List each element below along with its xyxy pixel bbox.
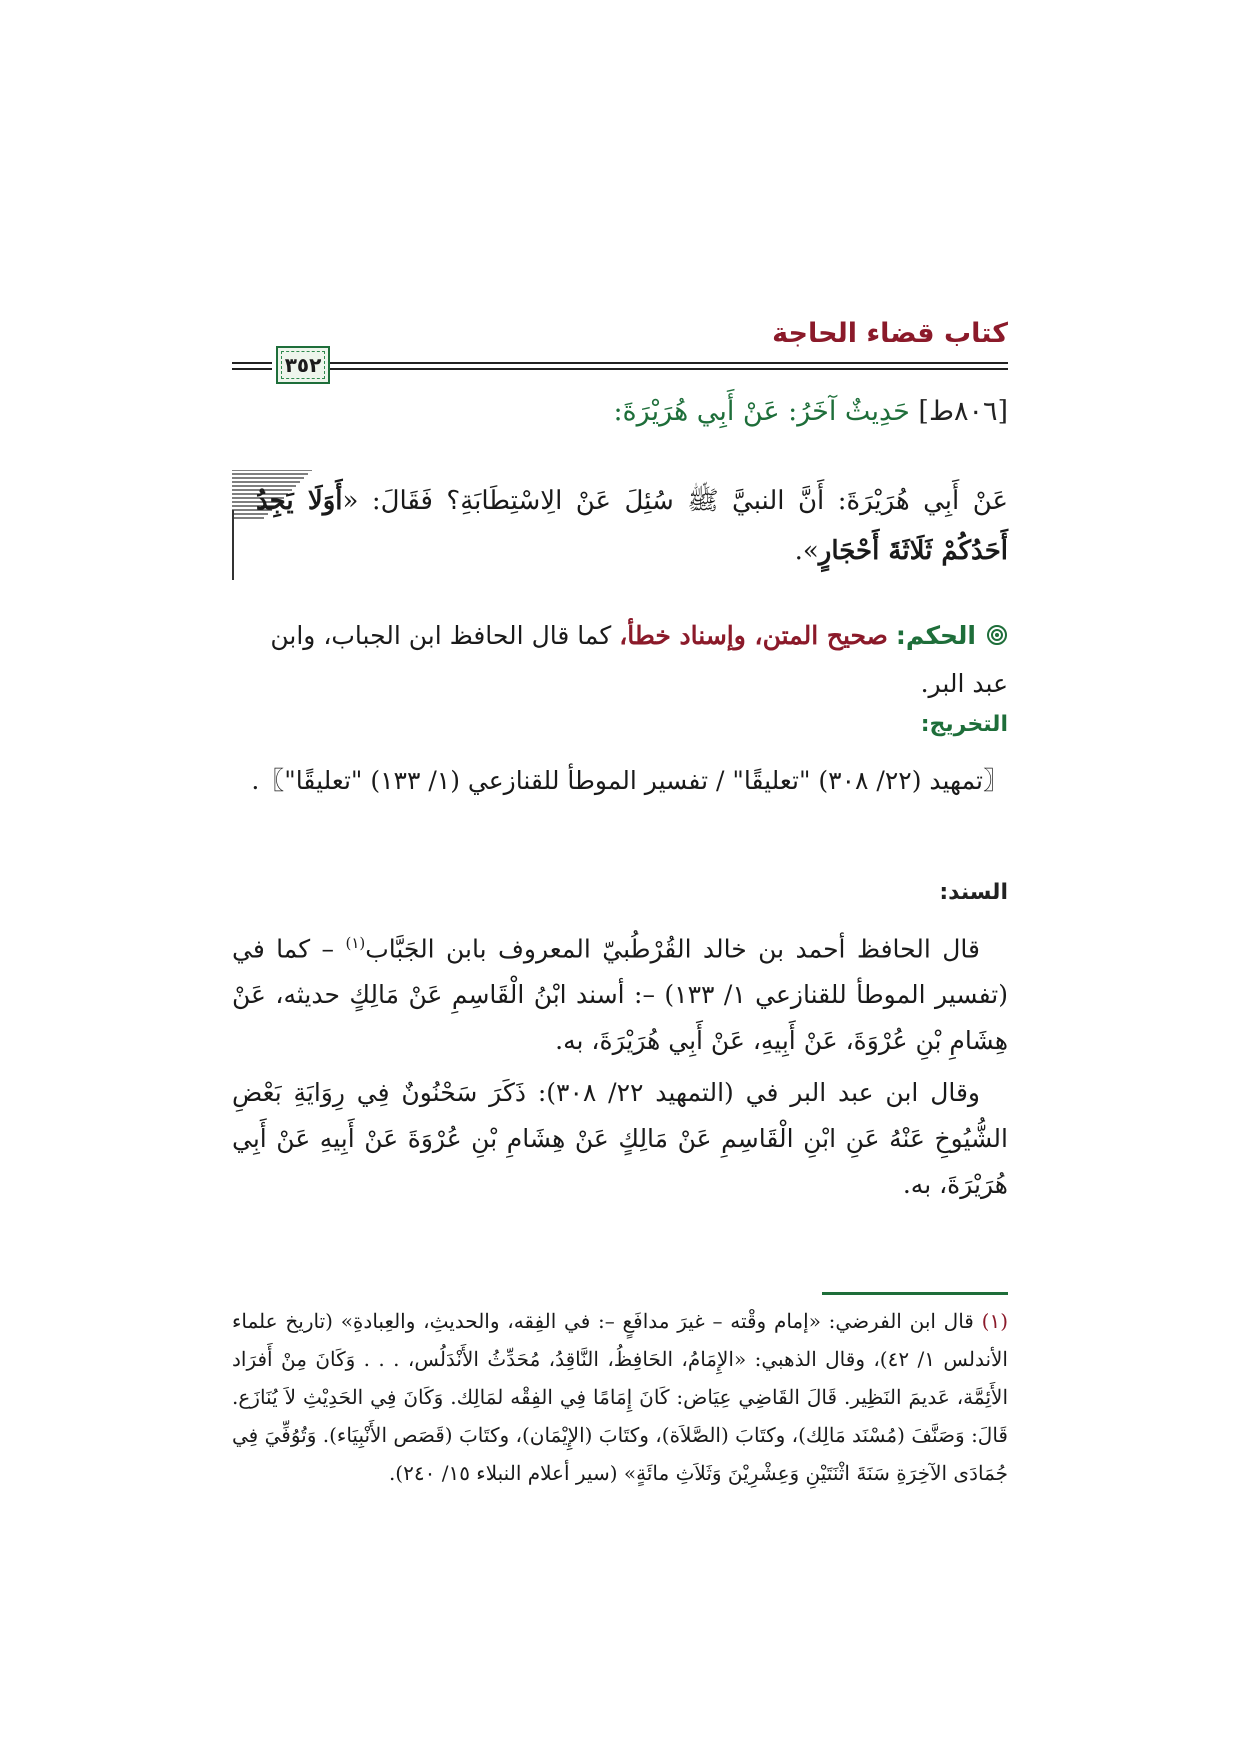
hadith-text [256,476,1008,576]
footnote-text: قال ابن الفرضي: «إمام وقْته – غيرَ مدافَعٍ –: في الفِقه، والحديثِ، والعِبادةِ» (تاريخ علماء الأندلس ١/ ٤٢)، وقال الذهبي: «الإِمَامُ، الحَافِظُ، النَّاقِدُ، مُحَدِّثُ الأَنْدَلُس، . . . وَكَانَ مِنْ أَفرَاد الأَئِمَّة، عَديمَ النَظِير. قَالَ القَاضِي عِيَاض: كَانَ إِمَامًا فِي الفِقْه لمَالِك. وَكَانَ فِي الحَدِيْثِ لاَ يُنَازَع. قَالَ: وَصَنَّفَ (مُسْنَد مَالِك)، وكتَابَ (الصَّلاَة)، وكتَابَ (الإِيْمَان)، وكتَابَ (قَصَص الأَنْبِيَاء). وَتُوُفِّيَ فِي جُمَادَى الآخِرَةِ سَنَةَ اثْنَتَيْنِ وَعِشْرِيْنَ وَثَلاَثِ مائَةٍ» (سير أعلام النبلاء ١٥/ ٢٤٠). [232,1309,1008,1485]
sanad-text [232,920,1008,1208]
hadith-box-border [232,510,234,580]
ruling-rest: كما قال الحافظ ابن الجباب، وابن عبد البر. [270,621,1008,698]
takhrij-paragraph: 〖تمهيد (٢٢/ ٣٠٨) "تعليقًا" / تفسير الموطأ للقنازعي (١/ ١٣٣) "تعليقًا"〗. [251,766,1008,795]
hadith-heading-text: حَدِيثٌ آخَرُ: عَنْ أَبِي هُرَيْرَةَ: [613,396,910,427]
sanad-paragraph-1-part-a: قال الحافظ أحمد بن خالد القُرْطُبيّ المعروف بابن الجَبَّاب [365,934,980,964]
header-rule [232,368,272,370]
footnote-number: (١) [981,1309,1008,1333]
takhrij-label: التخريج: [920,712,1008,737]
page-header [232,318,1008,388]
rosette-icon [986,624,1008,646]
hadith-text-plain: عَنْ أَبِي هُرَيْرَةَ: أَنَّ النبيَّ ﷺ سُئِلَ عَنْ الِاسْتِطَابَةِ؟ فَقَالَ: « [342,486,1008,516]
ruling-verdict: صحيح المتن، وإسناد خطأ، [619,621,888,650]
header-rule [232,362,272,364]
sanad-label: السند: [939,880,1008,905]
page-number: ٣٥٢ [284,353,322,377]
footnote-ref: (١) [345,934,366,952]
hadith-number: [٨٠٦ط] [918,396,1008,427]
book-title: كتاب قضاء الحاجة [772,318,1008,349]
page-number-badge [276,346,330,384]
hadith-text-end: ». [794,536,819,566]
hadith-heading [232,396,1008,427]
ruling [232,612,1008,708]
takhrij-text [232,758,1008,804]
ruling-label: الحكم: [895,621,976,650]
sanad-paragraph-1 [232,920,1008,1064]
hadith-text-prophetic-saying: أَوَلَا يَجِدُ أَحَدُكُمْ ثَلَاثَةَ أَحْجَارٍ [256,486,1008,566]
header-rule [328,362,1008,364]
sanad-paragraph-1-part-b: – كما في (تفسير الموطأ للقنازعي ١/ ١٣٣) –: أسند ابْنُ الْقَاسِمِ عَنْ مَالِكٍ حديثه، عَنْ هِشَامِ بْنِ عُرْوَةَ، عَنْ أَبِيهِ، عَنْ أَبِي هُرَيْرَةَ، به. [232,934,1009,1056]
footnote-rule [822,1292,1008,1295]
sanad-paragraph-2: وقال ابن عبد البر في (التمهيد ٢٢/ ٣٠٨): ذَكَرَ سَحْنُونٌ فِي رِوَايَةِ بَعْضِ الشُّيُوخِ عَنْهُ عَنِ ابْنِ الْقَاسِمِ عَنْ مَالِكٍ عَنْ هِشَامِ بْنِ عُرْوَةَ عَنْ أَبِيهِ عَنْ أَبِي هُرَيْرَةَ، به. [232,1078,1008,1200]
hadith-box [232,470,1008,586]
header-rule [328,368,1008,370]
footnote [232,1302,1008,1492]
